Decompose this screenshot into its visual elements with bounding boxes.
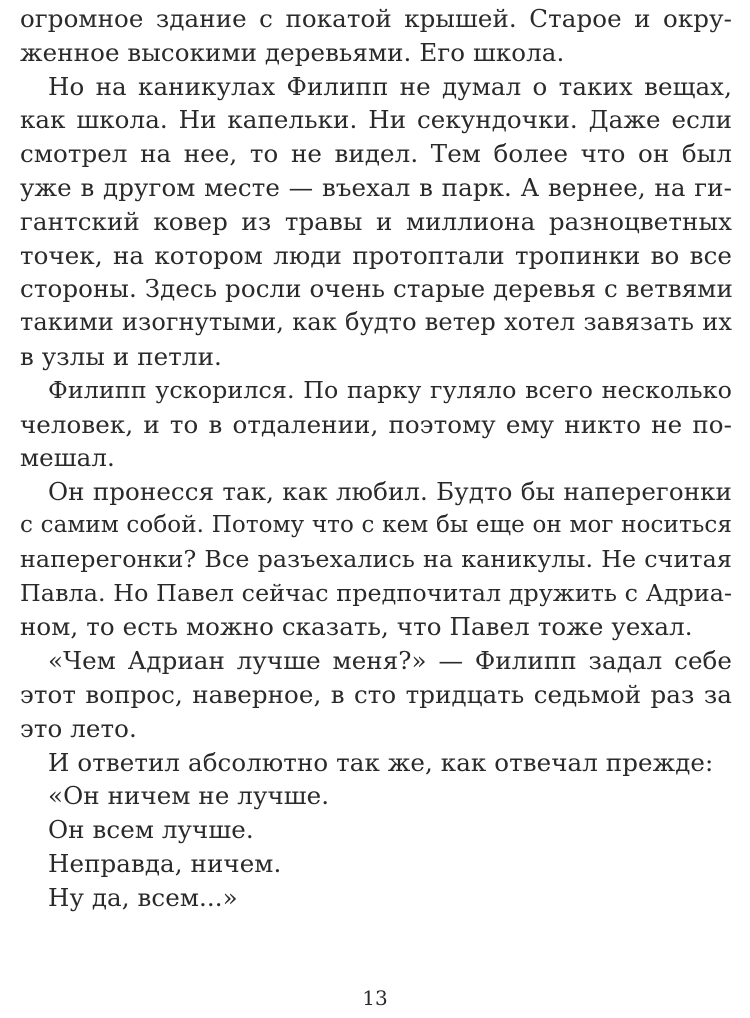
text-line: женное высокими деревьями. Его школа. (20, 37, 565, 67)
text-line: такими изогнутыми, как будто ветер хотел завязать их (20, 308, 732, 337)
text-line: смотрел на нее, то не видел. Тем более что он был (20, 139, 732, 169)
text-line: наперегонки? Все разъехались на каникулы. Не считая (20, 544, 732, 573)
text-line: уже в другом месте — въехал в парк. А вернее, на ги- (20, 172, 732, 202)
text-line: огромное здание с покатой крышей. Старое и окру- (20, 4, 732, 33)
text-line: человек, и то в отдалении, поэтому ему никто не по- (20, 409, 732, 439)
text-line: стороны. Здесь росли очень старые деревья с ветвями (20, 274, 733, 304)
text-line: Но на каникулах Филипп не думал о таких вещах, (48, 71, 732, 101)
page-number: 13 (362, 986, 388, 1010)
text-line: Ну да, всем...» (48, 882, 238, 912)
text-line: гантский ковер из травы и миллиона разноцветных (20, 206, 732, 236)
text-line: Павла. Но Павел сейчас предпочитал дружить с Адриа- (20, 578, 733, 607)
text-line: это лето. (20, 713, 137, 743)
text-line: И ответил абсолютно так же, как отвечал прежде: (48, 747, 714, 777)
text-line: с самим собой. Потому что с кем бы еще он мог носиться (20, 511, 732, 538)
text-line: как школа. Ни капельки. Ни секундочки. Даже если (20, 105, 732, 135)
text-line: «Он ничем не лучше. (48, 781, 330, 811)
text-line: этот вопрос, наверное, в сто тридцать седьмой раз за (20, 679, 732, 709)
text-line: мешал. (20, 443, 115, 473)
text-line: Он пронесся так, как любил. Будто бы наперегонки (48, 477, 732, 507)
text-line: Неправда, ничем. (48, 848, 282, 878)
body-text (20, 2, 732, 915)
text-line: «Чем Адриан лучше меня?» — Филипп задал себе (48, 646, 732, 676)
text-line: Филипп ускорился. По парку гуляло всего несколько (48, 375, 732, 404)
text-line: ном, то есть можно сказать, что Павел тоже уехал. (20, 612, 693, 642)
text-line: Он всем лучше. (48, 815, 254, 845)
text-line: в узлы и петли. (20, 341, 222, 371)
text-line: точек, на котором люди протоптали тропинки во все (20, 240, 732, 270)
